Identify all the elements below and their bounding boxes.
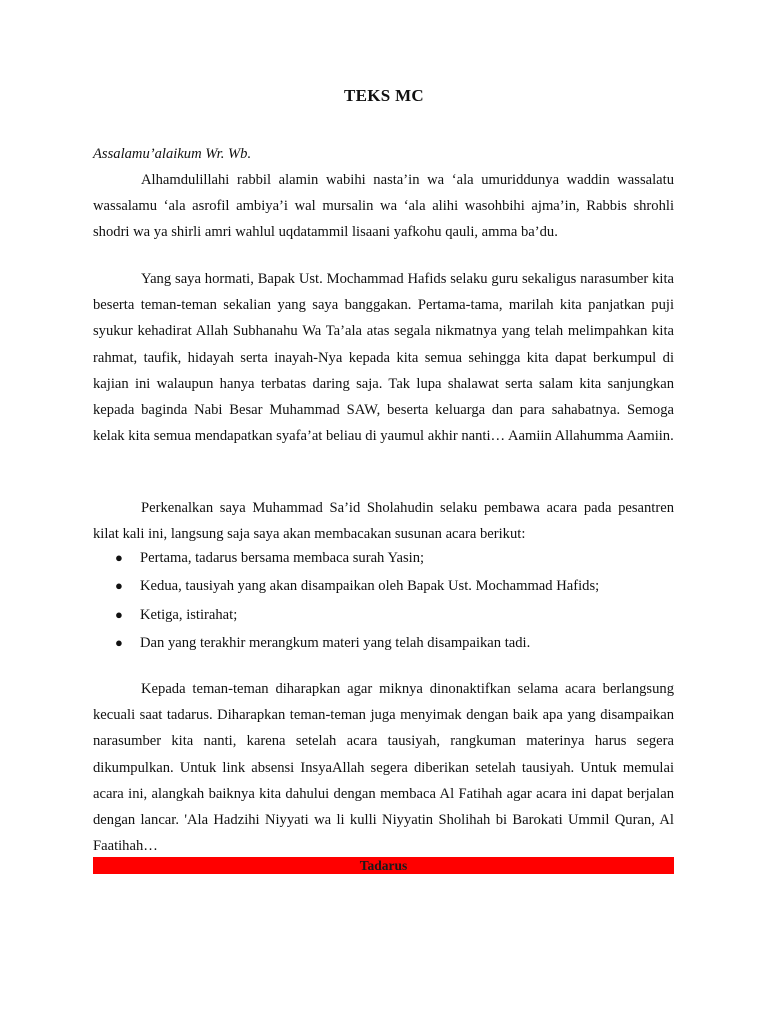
welcome-paragraph: Yang saya hormati, Bapak Ust. Mochammad Hafids selaku guru sekaligus narasumber kita beserta teman-teman sekalian yang saya banggakan. Pertama-tama, marilah kita panjatkan puji syukur kehadirat Allah Subhanahu Wa Ta’ala atas segala nikmatnya yang telah melimpahkan kita rahmat, taufik, hidayah serta inayah-Nya kepada kita semua sehingga kita dapat berkumpul di kajian ini walaupun hanya terbatas daring saja. Tak lupa shalawat serta salam kita sanjungkan kepada baginda Nabi Besar Muhammad SAW, beserta keluarga dan para sahabatnya. Semoga kelak kita semua mendapatkan syafa’at beliau di yaumul akhir nanti… Aamiin Allahumma Aamiin. [93, 271, 674, 445]
section-heading-tadarus: Tadarus [93, 857, 674, 874]
agenda-item-text: Ketiga, istirahat; [140, 606, 238, 623]
agenda-item-text: Dan yang terakhir merangkum materi yang telah disampaikan tadi. [140, 635, 531, 652]
opening-paragraph: Alhamdulillahi rabbil alamin wabihi nasta’in wa ‘ala umuriddunya waddin wassalatu wassalamu ‘ala asrofil ambiya’i wal mursalin wa ‘ala alihi wasohbihi ajma’in, Rabbis shrohli shodri wa ya shirli amri wahlul uqdatammil lisaani yafkohu qauli, amma ba’du. [93, 172, 674, 241]
agenda-item-text: Kedua, tausiyah yang akan disampaikan oleh Bapak Ust. Mochammad Hafids; [140, 578, 600, 595]
bullet-icon: ● [115, 550, 123, 565]
greeting: Assalamu’alaikum Wr. Wb. [93, 146, 252, 162]
agenda-list [93, 544, 674, 658]
page-title: TEKS MC [343, 86, 425, 105]
bullet-icon: ● [115, 635, 123, 651]
list-item [93, 601, 674, 629]
instructions-paragraph: Kepada teman-teman diharapkan agar miknya dinonaktifkan selama acara berlangsung kecuali saat tadarus. Diharapkan teman-teman juga menyimak dengan baik apa yang disampaikan narasumber kita nanti, karena setelah acara tausiyah, rangkuman materinya harus segera dikumpulkan. Untuk link absensi InsyaAllah segera diberikan setelah tausiyah. Untuk memulai acara ini, alangkah baiknya kita dahului dengan membaca Al Fatihah agar acara ini dapat berjalan dengan lancar. 'Ala Hadzihi Niyyati wa li kulli Niyyatin Sholihah bi Barokati Ummil Quran, Al Faatihah… [93, 681, 674, 855]
agenda-item-text: Pertama, tadarus bersama membaca surah Yasin; [140, 550, 425, 566]
list-item [93, 544, 674, 572]
bullet-icon: ● [115, 606, 123, 622]
list-item [93, 572, 674, 600]
bullet-icon: ● [115, 578, 123, 594]
list-item [93, 629, 674, 657]
introduction-paragraph: Perkenalkan saya Muhammad Sa’id Sholahudin selaku pembawa acara pada pesantren kilat kali ini, langsung saja saya akan membacakan susunan acara berikut: [93, 500, 674, 543]
